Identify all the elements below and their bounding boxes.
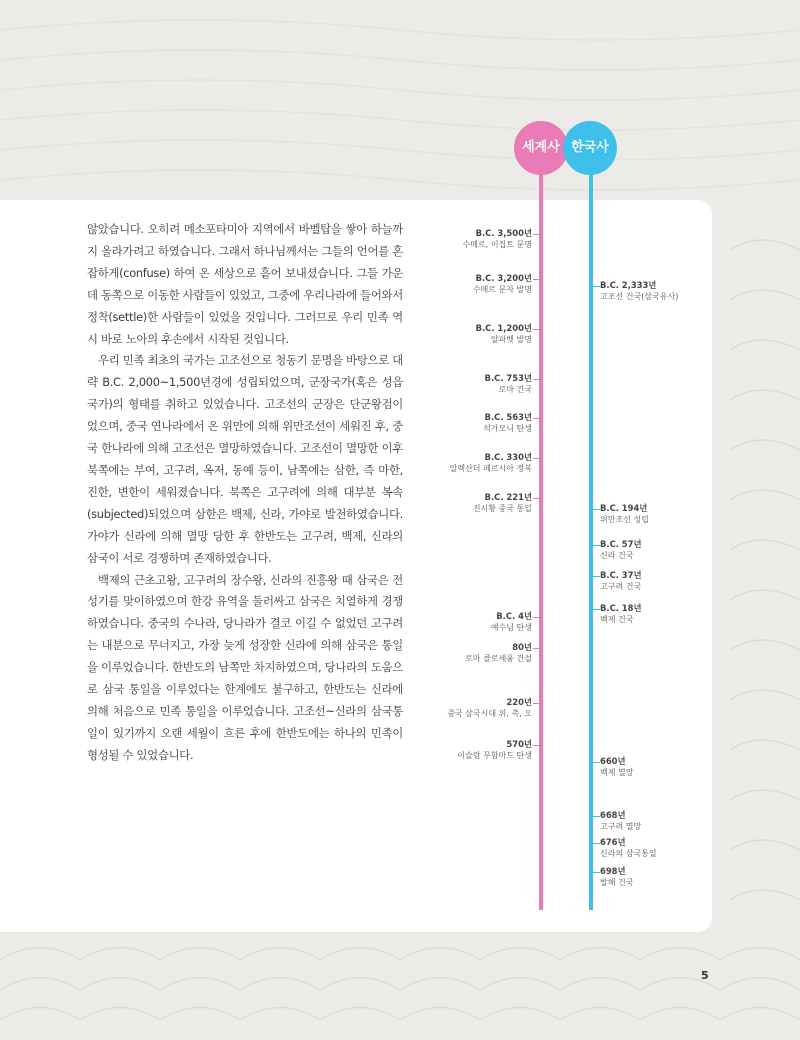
event-text: 알렉산더 페르시아 정복: [449, 464, 532, 473]
paragraph-three-kingdoms: 백제의 근초고왕, 고구려의 장수왕, 신라의 진흥왕 때 삼국은 전성기를 맞이하였으며 한강 유역을 둘러싸고 삼국은 치열하게 경쟁하였습니다. 중국의 수나라, 당나라가 결코 이길 수 없었던 고구려는 내분으로 무너지고, 가장 늦게 성장한 신라에 의해 삼국은 통일을 이루었습니다. 한반도의 남쪽만 차지하였으며, 당나라의 도움으로 삼국 통일을 이루었다는 한계에도 불구하고, 한반도는 신라에 의해 처음으로 민족 통일을 이루었습니다. 고조선~신라의 삼국통일이 있기까지 오랜 세월이 흐른 후에 한반도에는 하나의 민족이 형성될 수 있었습니다.: [87, 572, 403, 762]
event-year: B.C. 563년: [484, 412, 532, 422]
timeline-tick: [533, 498, 540, 499]
event-text: 고구려 멸망: [600, 822, 642, 831]
event-year: B.C. 3,500년: [475, 228, 532, 238]
event-text: 중국 삼국시대 위, 촉, 오: [447, 709, 532, 718]
timeline-tick: [593, 609, 600, 610]
korea-event: [600, 603, 642, 625]
event-text: 알파벳 발명: [490, 335, 532, 344]
world-event: [473, 492, 532, 514]
world-event: [463, 228, 532, 250]
korea-event: [600, 539, 642, 561]
event-text: 신라의 삼국통일: [600, 849, 657, 858]
world-event: [473, 273, 532, 295]
korean-history-timeline-line: [589, 172, 593, 910]
event-text: 신라 건국: [600, 551, 634, 560]
timeline-tick: [533, 234, 540, 235]
timeline-tick: [593, 872, 600, 873]
event-text: 수메르, 이집트 문명: [462, 240, 532, 249]
world-event: [465, 642, 532, 664]
event-year: B.C. 330년: [484, 452, 532, 462]
world-history-header: 세계사: [514, 121, 568, 175]
world-event: [485, 373, 532, 395]
korea-event: [600, 756, 633, 778]
timeline-tick: [593, 843, 600, 844]
event-text: 석가모니 탄생: [483, 424, 532, 433]
event-text: 위만조선 성립: [600, 515, 649, 524]
event-year: 668년: [600, 810, 626, 820]
event-year: B.C. 753년: [484, 373, 532, 383]
event-year: B.C. 4년: [496, 611, 532, 621]
timeline-tick: [533, 279, 540, 280]
event-text: 이슬람 무함마드 탄생: [457, 751, 532, 760]
body-text: [87, 219, 403, 767]
event-year: 660년: [600, 756, 626, 766]
world-event: [476, 323, 532, 345]
event-year: B.C. 3,200년: [475, 273, 532, 283]
event-year: B.C. 221년: [484, 492, 532, 502]
event-text: 로마 건국: [498, 385, 532, 394]
event-year: 80년: [512, 642, 532, 652]
event-year: B.C. 194년: [600, 503, 648, 513]
timeline-tick: [533, 329, 540, 330]
korea-event: [600, 280, 678, 302]
event-year: B.C. 18년: [600, 603, 642, 613]
korea-event: [600, 810, 641, 832]
world-event: [450, 452, 532, 474]
korea-event: [600, 570, 642, 592]
timeline-tick: [533, 379, 540, 380]
event-year: B.C. 37년: [600, 570, 642, 580]
event-text: 백제 멸망: [600, 768, 634, 777]
korea-event: [600, 866, 633, 888]
event-year: 698년: [600, 866, 626, 876]
event-year: B.C. 2,333년: [600, 280, 657, 290]
page-number: 5: [701, 969, 709, 982]
event-text: 예수님 탄생: [490, 623, 532, 632]
event-year: B.C. 1,200년: [475, 323, 532, 333]
timeline-tick: [533, 458, 540, 459]
event-text: 백제 건국: [600, 615, 634, 624]
event-year: 570년: [506, 739, 532, 749]
timeline-tick: [533, 418, 540, 419]
timeline-tick: [533, 745, 540, 746]
timeline-tick: [533, 617, 540, 618]
event-text: 로마 콜로세움 건설: [465, 654, 532, 663]
event-text: 수메르 문자 발명: [472, 285, 532, 294]
paragraph-noah: 않았습니다. 오히려 메소포타미아 지역에서 바벨탑을 쌓아 하늘까지 올라가려고 하였습니다. 그래서 하나님께서는 그들의 언어를 혼잡하게(confuse) 하여 온 세상으로 흩어 보내셨습니다. 그들 가운데 동쪽으로 이동한 사람들이 있었고, 그중에 우리나라에 들어와서 정착(settle)한 사람들이 있었을 것입니다. 그러므로 우리 민족 역시 바로 노아의 후손에서 시작된 것입니다.: [87, 222, 403, 346]
world-history-timeline-line: [539, 172, 543, 910]
korea-event: [600, 837, 657, 859]
timeline-tick: [593, 816, 600, 817]
event-year: 220년: [506, 697, 532, 707]
world-event: [447, 697, 532, 719]
timeline-tick: [593, 286, 600, 287]
event-text: 고조선 건국(삼국유사): [600, 292, 679, 301]
event-year: 676년: [600, 837, 626, 847]
paragraph-gojoseon: 우리 민족 최초의 국가는 고조선으로 청동기 문명을 바탕으로 대략 B.C. 2,000~1,500년경에 성립되었으며, 군장국가(혹은 성읍국가)의 형태를 취하고 있었습니다. 고조선의 군장은 단군왕검이었으며, 중국 연나라에서 온 위만에 의해 위만조선이 세워진 후, 중국 한나라에 의해 고조선은 멸망하였습니다. 고조선이 멸망한 이후 북쪽에는 부여, 고구려, 옥저, 동예 등이, 남쪽에는 삼한, 즉 마한, 진한, 변한이 세워졌습니다. 북쪽은 고구려에 의해 대부분 복속(subjected)되었으며 삼한은 백제, 신라, 가야로 발전하였습니다. 가야가 신라에 의해 멸망 당한 후 한반도는 고구려, 백제, 신라의 삼국이 서로 경쟁하며 존재하였습니다.: [87, 353, 403, 565]
timeline-tick: [593, 545, 600, 546]
korea-event: [600, 503, 649, 525]
world-event: [483, 412, 532, 434]
korean-history-header: 한국사: [563, 121, 617, 175]
timeline-tick: [593, 509, 600, 510]
event-text: 진시황 중국 통일: [472, 504, 532, 513]
world-event: [457, 739, 532, 761]
event-text: 고구려 건국: [600, 582, 642, 591]
timeline-tick: [593, 576, 600, 577]
event-text: 발해 건국: [600, 878, 634, 887]
event-year: B.C. 57년: [600, 539, 642, 549]
timeline-tick: [533, 703, 540, 704]
timeline-tick: [533, 648, 540, 649]
timeline-tick: [593, 762, 600, 763]
world-event: [491, 611, 532, 633]
